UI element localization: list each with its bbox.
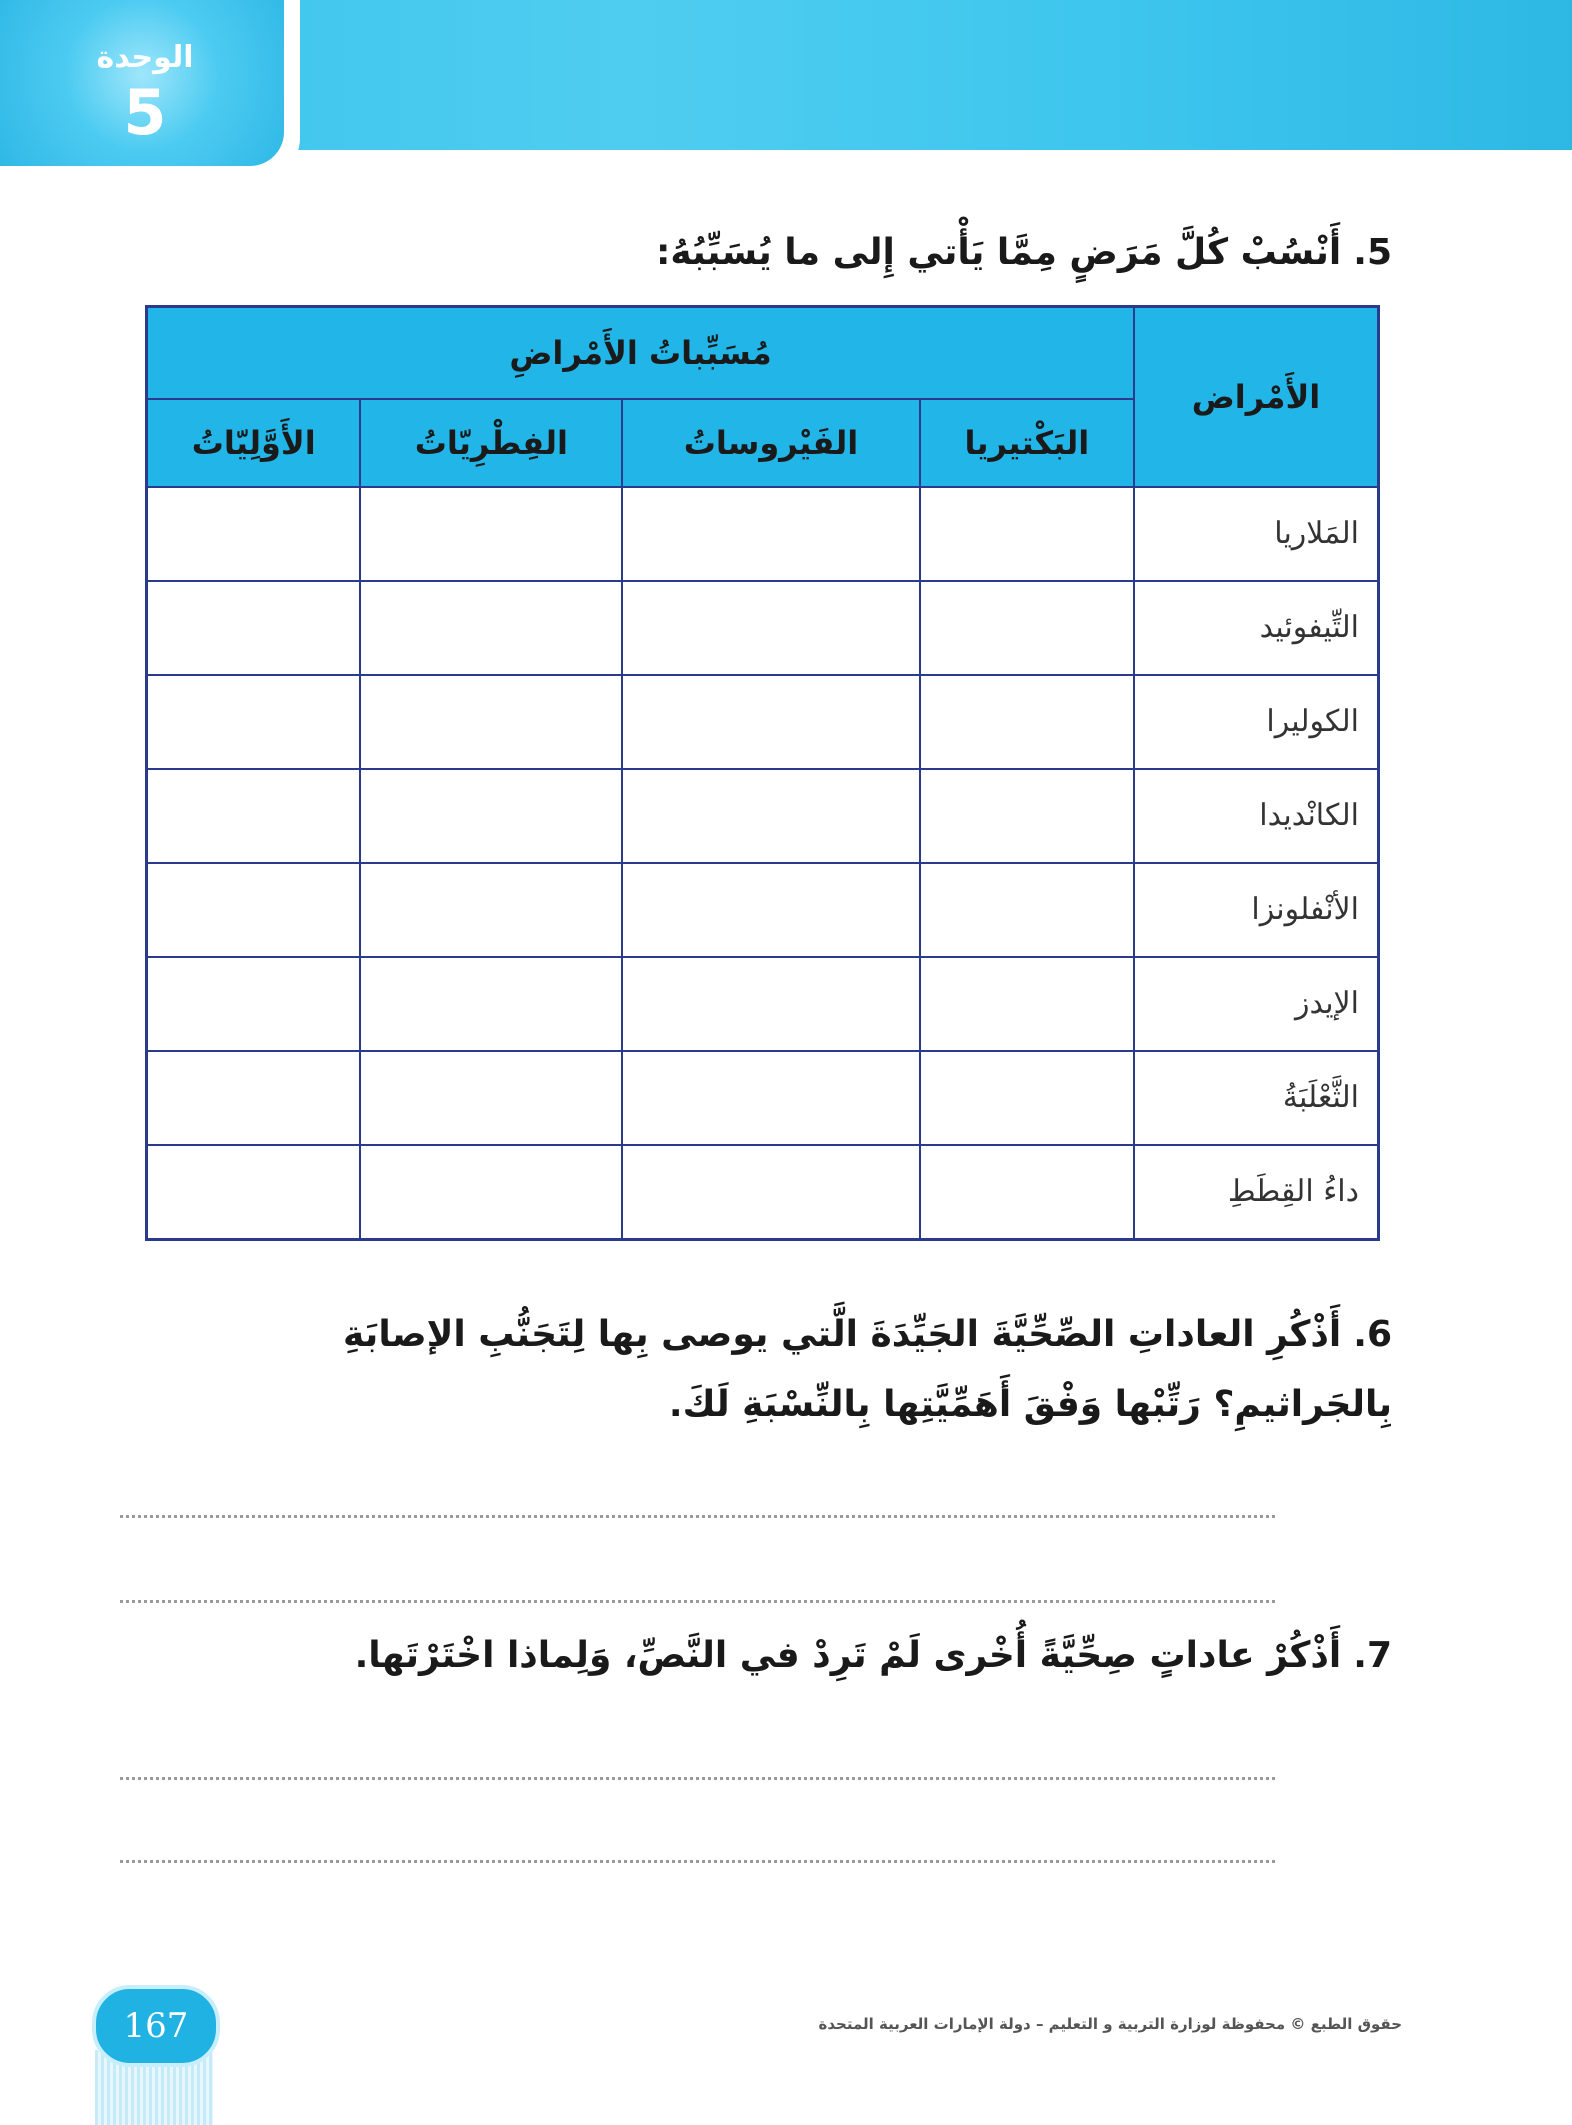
answer-cell[interactable] (147, 581, 361, 675)
answer-cell[interactable] (360, 1051, 622, 1145)
diseases-table (145, 305, 1380, 1241)
answer-cell[interactable] (622, 581, 919, 675)
disease-name: داءُ القِطَطِ (1134, 1145, 1379, 1240)
disease-name: المَلاريا (1134, 487, 1379, 581)
answer-cell[interactable] (360, 487, 622, 581)
cause-header-fungi: الفِطْرِيّاتُ (360, 399, 622, 487)
table-row (147, 1145, 1379, 1240)
answer-cell[interactable] (360, 863, 622, 957)
disease-name: الإيدز (1134, 957, 1379, 1051)
answer-cell[interactable] (360, 957, 622, 1051)
page-number: 167 (123, 2006, 189, 2046)
answer-cell[interactable] (920, 487, 1134, 581)
question-5 (656, 232, 1392, 273)
answer-cell[interactable] (920, 1051, 1134, 1145)
question-6-text: أَذْكُرِ العاداتِ الصِّحِّيَّةَ الجَيِّدَةَ الَّتي يوصى بِها لِتَجَنُّبِ الإصابَةِ بِالجَراثيمِ؟ رَتِّبْها وَفْقَ أَهَمِّيَّتِها بِالنِّسْبَةِ لَكَ. (342, 1314, 1392, 1425)
answer-cell[interactable] (920, 957, 1134, 1051)
answer-line[interactable] (120, 1515, 1275, 1518)
question-5-text: أَنْسُبْ كُلَّ مَرَضٍ مِمَّا يَأْتي إِلى ما يُسَبِّبُهُ: (655, 232, 1342, 273)
table-row (147, 1051, 1379, 1145)
answer-cell[interactable] (147, 487, 361, 581)
table-row (147, 581, 1379, 675)
answer-cell[interactable] (147, 1145, 361, 1240)
answer-line[interactable] (120, 1600, 1275, 1603)
disease-name: الكوليرا (1134, 675, 1379, 769)
answer-cell[interactable] (147, 769, 361, 863)
causes-header: مُسَبِّباتُ الأَمْراضِ (147, 307, 1135, 399)
table-row (147, 957, 1379, 1051)
answer-cell[interactable] (147, 957, 361, 1051)
answer-cell[interactable] (622, 487, 919, 581)
disease-name: الثَّعْلَبَةُ (1134, 1051, 1379, 1145)
answer-cell[interactable] (920, 769, 1134, 863)
answer-cell[interactable] (622, 675, 919, 769)
copyright-text: حقوق الطبع © محفوظة لوزارة التربية و التعليم – دولة الإمارات العربية المتحدة (818, 2015, 1402, 2033)
answer-line[interactable] (120, 1777, 1275, 1780)
unit-badge (0, 0, 300, 180)
answer-cell[interactable] (147, 863, 361, 957)
question-7-text: أَذْكُرْ عاداتٍ صِحِّيَّةً أُخْرى لَمْ تَرِدْ في النَّصِّ، وَلِماذا اخْتَرْتَها. (354, 1635, 1342, 1676)
disease-name: الكانْديدا (1134, 769, 1379, 863)
answer-cell[interactable] (360, 581, 622, 675)
table-row (147, 487, 1379, 581)
question-7 (355, 1635, 1392, 1676)
cause-header-protozoa: الأَوَّلِيّاتُ (147, 399, 361, 487)
answer-cell[interactable] (360, 769, 622, 863)
unit-label: الوحدة (96, 40, 194, 75)
answer-cell[interactable] (147, 1051, 361, 1145)
answer-cell[interactable] (622, 1051, 919, 1145)
cause-header-bacteria: البَكْتيريا (920, 399, 1134, 487)
answer-cell[interactable] (147, 675, 361, 769)
answer-cell[interactable] (622, 769, 919, 863)
table-row (147, 675, 1379, 769)
answer-cell[interactable] (360, 675, 622, 769)
answer-cell[interactable] (360, 1145, 622, 1240)
page-number-badge (92, 1985, 220, 2067)
table-row (147, 863, 1379, 957)
question-7-number: 7. (1353, 1635, 1392, 1676)
unit-number: 5 (123, 76, 167, 149)
question-6 (162, 1300, 1392, 1440)
answer-cell[interactable] (622, 1145, 919, 1240)
answer-cell[interactable] (920, 581, 1134, 675)
cause-header-viruses: الفَيْروساتُ (622, 399, 919, 487)
answer-cell[interactable] (920, 1145, 1134, 1240)
answer-cell[interactable] (920, 863, 1134, 957)
answer-cell[interactable] (622, 863, 919, 957)
diseases-header: الأَمْراض (1134, 307, 1379, 487)
question-6-number: 6. (1353, 1314, 1392, 1355)
answer-cell[interactable] (622, 957, 919, 1051)
disease-name: التِّيفوئيد (1134, 581, 1379, 675)
table-row (147, 769, 1379, 863)
disease-name: الأنْفلونزا (1134, 863, 1379, 957)
question-5-number: 5. (1353, 232, 1392, 273)
answer-line[interactable] (120, 1860, 1275, 1863)
answer-cell[interactable] (920, 675, 1134, 769)
